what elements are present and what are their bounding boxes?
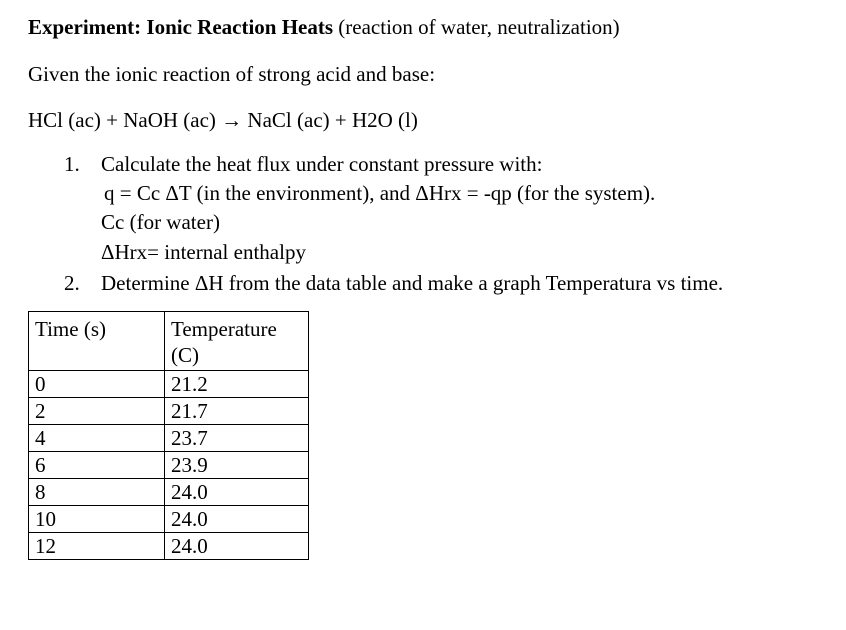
temperature-cell: 23.9 bbox=[165, 452, 309, 479]
title-rest: (reaction of water, neutralization) bbox=[333, 15, 620, 39]
table-row bbox=[29, 371, 309, 398]
time-cell: 10 bbox=[29, 506, 165, 533]
table-row bbox=[29, 425, 309, 452]
step-number: 1. bbox=[64, 152, 80, 176]
time-cell: 2 bbox=[29, 398, 165, 425]
time-cell: 8 bbox=[29, 479, 165, 506]
intro-text: Given the ionic reaction of strong acid and base: bbox=[28, 62, 436, 86]
temperature-cell: 24.0 bbox=[165, 506, 309, 533]
temperature-cell: 21.2 bbox=[165, 371, 309, 398]
temperature-cell: 24.0 bbox=[165, 533, 309, 560]
column-header-time: Time (s) bbox=[29, 312, 165, 371]
document-title bbox=[28, 15, 620, 39]
table-row bbox=[29, 452, 309, 479]
data-table bbox=[28, 311, 309, 560]
table-header-row bbox=[29, 312, 309, 371]
table-row bbox=[29, 506, 309, 533]
table-row bbox=[29, 398, 309, 425]
temperature-cell: 23.7 bbox=[165, 425, 309, 452]
time-cell: 0 bbox=[29, 371, 165, 398]
step-line: Calculate the heat flux under constant pressure with: bbox=[101, 152, 543, 176]
step-line: ΔHrx= internal enthalpy bbox=[101, 240, 306, 264]
column-header-temperature: Temperature (C) bbox=[165, 312, 309, 371]
time-cell: 4 bbox=[29, 425, 165, 452]
title-bold-part: Experiment: Ionic Reaction Heats bbox=[28, 15, 334, 39]
step-line: q = Cc ΔT (in the environment), and ΔHrx = -qp (for the system). bbox=[104, 181, 656, 205]
time-cell: 12 bbox=[29, 533, 165, 560]
table-row bbox=[29, 479, 309, 506]
step-line: Cc (for water) bbox=[101, 210, 220, 234]
table-row bbox=[29, 533, 309, 560]
time-cell: 6 bbox=[29, 452, 165, 479]
temperature-cell: 24.0 bbox=[165, 479, 309, 506]
step-number: 2. bbox=[64, 271, 80, 295]
step-line: Determine ΔH from the data table and make a graph Temperatura vs time. bbox=[101, 271, 724, 295]
reaction-equation: HCl (ac) + NaOH (ac) → NaCl (ac) + H2O (l) bbox=[28, 108, 418, 132]
temperature-cell: 21.7 bbox=[165, 398, 309, 425]
